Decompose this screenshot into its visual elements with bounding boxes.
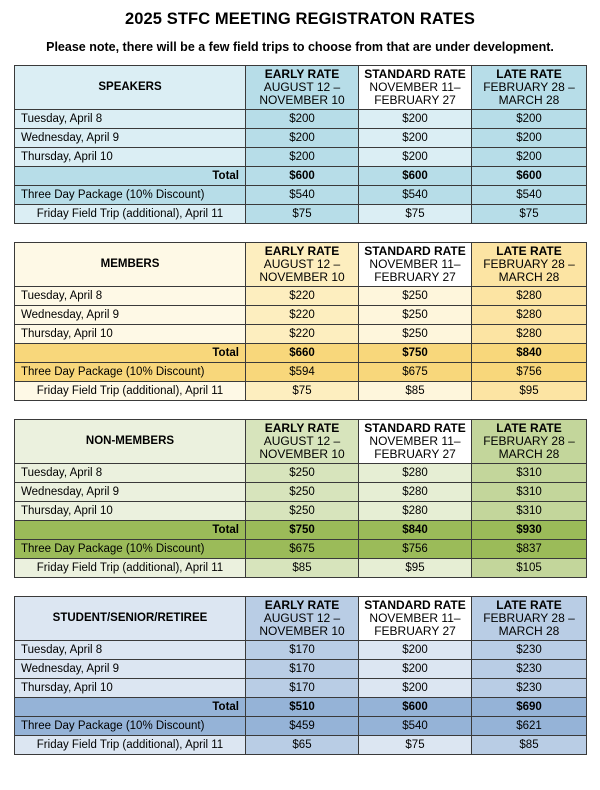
rate-date-end: MARCH 28: [498, 93, 560, 107]
package-row: [15, 186, 587, 205]
price-early: $200: [246, 129, 359, 148]
rates-tables: [14, 65, 586, 755]
price-standard: $250: [359, 287, 472, 306]
price-late: $540: [472, 186, 587, 205]
rate-date-start: FEBRUARY 28 –: [483, 257, 575, 271]
rate-date-start: NOVEMBER 11–: [369, 434, 461, 448]
section-title: MEMBERS: [15, 243, 246, 287]
row-label: Wednesday, April 9: [15, 306, 246, 325]
price-early: $250: [246, 483, 359, 502]
price-late: $280: [472, 325, 587, 344]
price-early: $200: [246, 148, 359, 167]
price-standard: $200: [359, 110, 472, 129]
price-early: $170: [246, 660, 359, 679]
row-label: Friday Field Trip (additional), April 11: [15, 205, 246, 224]
column-header-late: [472, 420, 587, 464]
row-label: Friday Field Trip (additional), April 11: [15, 559, 246, 578]
rate-date-end: NOVEMBER 10: [259, 624, 345, 638]
price-late: $310: [472, 464, 587, 483]
row-label: Tuesday, April 8: [15, 110, 246, 129]
price-standard: $280: [359, 483, 472, 502]
day-row: [15, 502, 587, 521]
column-header-standard: [359, 66, 472, 110]
rate-name: STANDARD RATE: [364, 67, 466, 81]
price-early: $85: [246, 559, 359, 578]
price-late: $310: [472, 502, 587, 521]
column-header-late: [472, 597, 587, 641]
column-header-early: [246, 597, 359, 641]
section-header-row: [15, 597, 587, 641]
column-header-early: [246, 243, 359, 287]
price-early: $65: [246, 736, 359, 755]
price-standard: $540: [359, 717, 472, 736]
section-spacer: [14, 224, 586, 242]
total-row: [15, 521, 587, 540]
day-row: [15, 148, 587, 167]
column-header-standard: [359, 243, 472, 287]
price-early: $220: [246, 287, 359, 306]
price-early: $75: [246, 205, 359, 224]
row-label: Tuesday, April 8: [15, 287, 246, 306]
price-late: $200: [472, 110, 587, 129]
price-late: $200: [472, 148, 587, 167]
row-label: Wednesday, April 9: [15, 129, 246, 148]
rates-table: [14, 65, 587, 224]
row-label: Tuesday, April 8: [15, 464, 246, 483]
section-header-row: [15, 66, 587, 110]
row-label: Total: [15, 521, 246, 540]
price-late: $280: [472, 287, 587, 306]
rate-name: EARLY RATE: [264, 244, 340, 258]
row-label: Wednesday, April 9: [15, 483, 246, 502]
price-standard: $756: [359, 540, 472, 559]
column-header-early: [246, 66, 359, 110]
price-standard: $75: [359, 736, 472, 755]
row-label: Total: [15, 344, 246, 363]
package-row: [15, 717, 587, 736]
total-row: [15, 344, 587, 363]
price-early: $600: [246, 167, 359, 186]
price-late: $756: [472, 363, 587, 382]
rate-date-end: MARCH 28: [498, 624, 560, 638]
price-standard: $250: [359, 306, 472, 325]
day-row: [15, 641, 587, 660]
price-standard: $250: [359, 325, 472, 344]
price-standard: $75: [359, 205, 472, 224]
price-standard: $600: [359, 698, 472, 717]
price-standard: $600: [359, 167, 472, 186]
price-early: $459: [246, 717, 359, 736]
rate-date-start: AUGUST 12 –: [263, 434, 341, 448]
price-standard: $840: [359, 521, 472, 540]
price-early: $510: [246, 698, 359, 717]
day-row: [15, 287, 587, 306]
rate-name: EARLY RATE: [264, 67, 340, 81]
rate-date-start: FEBRUARY 28 –: [483, 611, 575, 625]
price-early: $170: [246, 641, 359, 660]
section-spacer: [14, 578, 586, 596]
rate-date-end: FEBRUARY 27: [374, 624, 456, 638]
price-late: $930: [472, 521, 587, 540]
day-row: [15, 129, 587, 148]
row-label: Three Day Package (10% Discount): [15, 363, 246, 382]
column-header-early: [246, 420, 359, 464]
row-label: Tuesday, April 8: [15, 641, 246, 660]
rate-date-start: NOVEMBER 11–: [369, 257, 461, 271]
column-header-standard: [359, 420, 472, 464]
section-spacer: [14, 401, 586, 419]
row-label: Thursday, April 10: [15, 148, 246, 167]
rate-date-end: FEBRUARY 27: [374, 93, 456, 107]
rate-date-start: AUGUST 12 –: [263, 257, 341, 271]
price-early: $200: [246, 110, 359, 129]
trip-row: [15, 205, 587, 224]
rate-name: EARLY RATE: [264, 421, 340, 435]
price-standard: $85: [359, 382, 472, 401]
price-standard: $540: [359, 186, 472, 205]
page-title: 2025 STFC MEETING REGISTRATON RATES: [124, 10, 476, 28]
price-late: $200: [472, 129, 587, 148]
rates-table: [14, 596, 587, 755]
column-header-standard: [359, 597, 472, 641]
price-late: $230: [472, 641, 587, 660]
column-header-late: [472, 243, 587, 287]
day-row: [15, 679, 587, 698]
rate-date-start: AUGUST 12 –: [263, 80, 341, 94]
price-standard: $200: [359, 148, 472, 167]
rate-name: LATE RATE: [496, 67, 562, 81]
price-standard: $675: [359, 363, 472, 382]
total-row: [15, 167, 587, 186]
package-row: [15, 363, 587, 382]
price-late: $690: [472, 698, 587, 717]
day-row: [15, 464, 587, 483]
package-row: [15, 540, 587, 559]
rate-name: LATE RATE: [496, 598, 562, 612]
rate-date-end: FEBRUARY 27: [374, 270, 456, 284]
rate-name: LATE RATE: [496, 244, 562, 258]
day-row: [15, 660, 587, 679]
rate-name: EARLY RATE: [264, 598, 340, 612]
row-label: Three Day Package (10% Discount): [15, 540, 246, 559]
price-early: $220: [246, 306, 359, 325]
price-early: $594: [246, 363, 359, 382]
price-standard: $750: [359, 344, 472, 363]
rate-name: STANDARD RATE: [364, 244, 466, 258]
price-early: $250: [246, 502, 359, 521]
price-standard: $200: [359, 129, 472, 148]
price-late: $105: [472, 559, 587, 578]
price-standard: $280: [359, 464, 472, 483]
price-early: $660: [246, 344, 359, 363]
day-row: [15, 325, 587, 344]
rates-table: [14, 242, 587, 401]
row-label: Three Day Package (10% Discount): [15, 717, 246, 736]
total-row: [15, 698, 587, 717]
price-standard: $200: [359, 679, 472, 698]
price-early: $220: [246, 325, 359, 344]
price-early: $75: [246, 382, 359, 401]
price-late: $85: [472, 736, 587, 755]
price-early: $750: [246, 521, 359, 540]
section-title: NON-MEMBERS: [15, 420, 246, 464]
day-row: [15, 483, 587, 502]
field-trip-note: Please note, there will be a few field trips to choose from that are under development.: [46, 40, 554, 54]
price-standard: $95: [359, 559, 472, 578]
rate-date-end: NOVEMBER 10: [259, 93, 345, 107]
section-header-row: [15, 420, 587, 464]
trip-row: [15, 382, 587, 401]
price-late: $840: [472, 344, 587, 363]
price-late: $621: [472, 717, 587, 736]
price-late: $600: [472, 167, 587, 186]
row-label: Thursday, April 10: [15, 325, 246, 344]
rate-date-start: AUGUST 12 –: [263, 611, 341, 625]
rates-table: [14, 419, 587, 578]
rate-date-start: FEBRUARY 28 –: [483, 434, 575, 448]
price-late: $230: [472, 679, 587, 698]
row-label: Total: [15, 167, 246, 186]
rate-date-end: MARCH 28: [498, 447, 560, 461]
price-standard: $200: [359, 660, 472, 679]
section-title: SPEAKERS: [15, 66, 246, 110]
price-late: $230: [472, 660, 587, 679]
price-late: $280: [472, 306, 587, 325]
rate-date-end: NOVEMBER 10: [259, 447, 345, 461]
trip-row: [15, 736, 587, 755]
price-early: $170: [246, 679, 359, 698]
row-label: Wednesday, April 9: [15, 660, 246, 679]
row-label: Friday Field Trip (additional), April 11: [15, 736, 246, 755]
column-header-late: [472, 66, 587, 110]
rate-date-end: MARCH 28: [498, 270, 560, 284]
section-header-row: [15, 243, 587, 287]
price-early: $540: [246, 186, 359, 205]
row-label: Thursday, April 10: [15, 679, 246, 698]
price-standard: $200: [359, 641, 472, 660]
row-label: Total: [15, 698, 246, 717]
price-early: $250: [246, 464, 359, 483]
row-label: Three Day Package (10% Discount): [15, 186, 246, 205]
price-late: $95: [472, 382, 587, 401]
row-label: Thursday, April 10: [15, 502, 246, 521]
row-label: Friday Field Trip (additional), April 11: [15, 382, 246, 401]
price-late: $75: [472, 205, 587, 224]
rate-date-start: FEBRUARY 28 –: [483, 80, 575, 94]
rate-name: STANDARD RATE: [364, 598, 466, 612]
rate-date-start: NOVEMBER 11–: [369, 611, 461, 625]
day-row: [15, 306, 587, 325]
rate-date-end: FEBRUARY 27: [374, 447, 456, 461]
price-standard: $280: [359, 502, 472, 521]
price-late: $310: [472, 483, 587, 502]
rate-date-start: NOVEMBER 11–: [369, 80, 461, 94]
rate-date-end: NOVEMBER 10: [259, 270, 345, 284]
price-early: $675: [246, 540, 359, 559]
day-row: [15, 110, 587, 129]
rate-name: LATE RATE: [496, 421, 562, 435]
rate-name: STANDARD RATE: [364, 421, 466, 435]
section-title: STUDENT/SENIOR/RETIREE: [15, 597, 246, 641]
price-late: $837: [472, 540, 587, 559]
trip-row: [15, 559, 587, 578]
